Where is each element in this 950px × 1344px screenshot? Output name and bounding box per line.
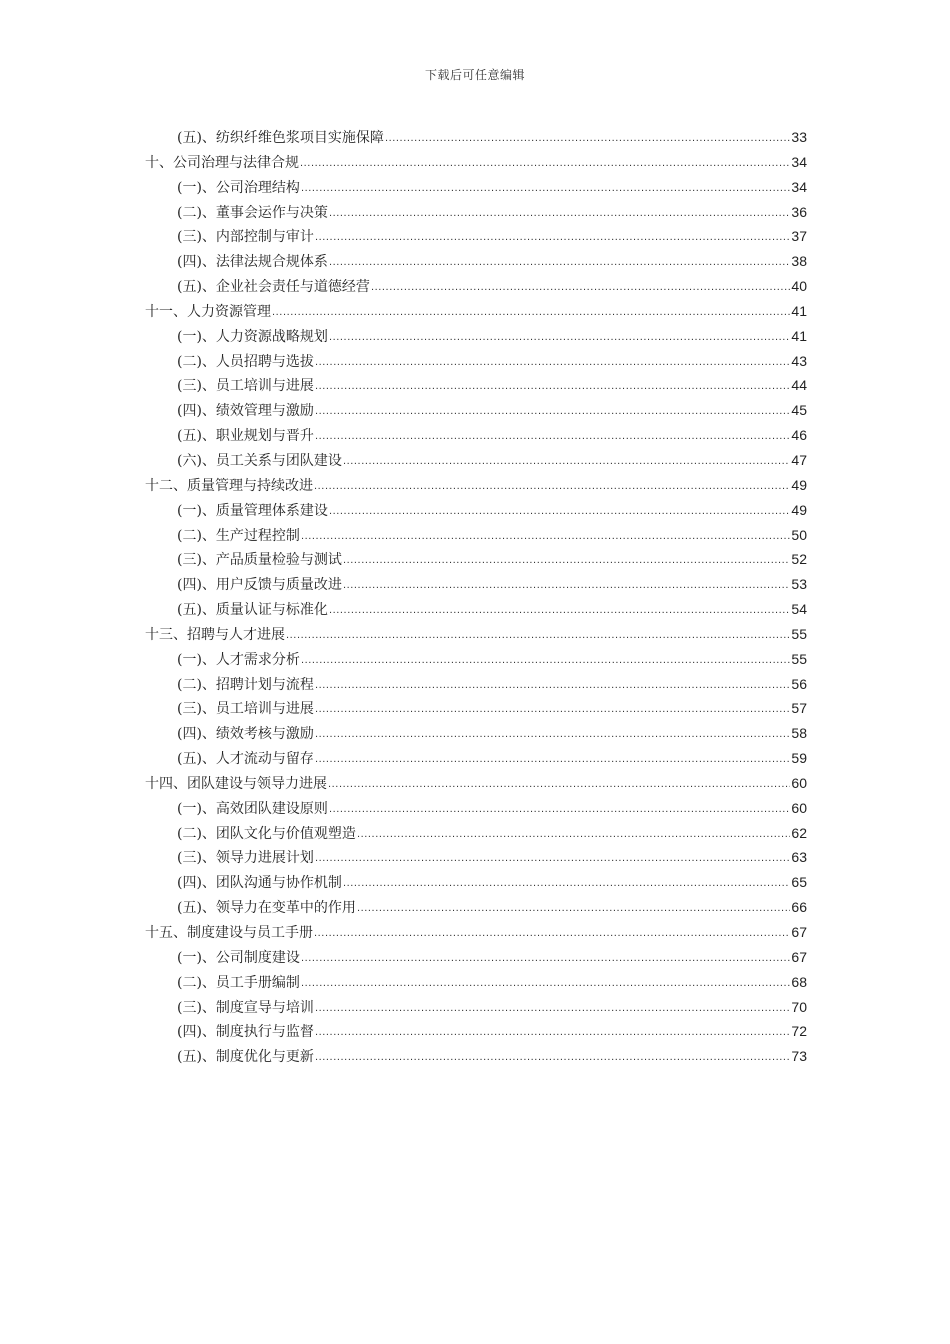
toc-entry-title: (三)、产品质量检验与测试 [177,552,342,569]
toc-dot-leader [315,423,790,449]
toc-page-number: 43 [791,352,807,369]
toc-section-entry[interactable] [145,423,807,448]
toc-page-number: 52 [791,551,807,568]
toc-entry-title: (三)、内部控制与审计 [177,229,314,246]
toc-entry-title: (一)、人才需求分析 [177,651,300,668]
toc-page-number: 72 [791,1023,807,1040]
toc-section-entry[interactable] [145,970,807,995]
toc-dot-leader [315,845,790,871]
toc-entry-title: (一)、公司治理结构 [177,179,300,196]
toc-chapter-entry[interactable] [145,920,807,945]
toc-dot-leader [315,373,790,399]
toc-dot-leader [314,473,790,499]
toc-section-entry[interactable] [145,696,807,721]
toc-chapter-entry[interactable] [145,299,807,324]
toc-entry-title: (六)、员工关系与团队建设 [177,452,342,469]
toc-section-entry[interactable] [145,349,807,374]
toc-section-entry[interactable] [145,324,807,349]
toc-entry-title: (一)、高效团队建设原则 [177,800,328,817]
toc-entry-title: (二)、团队文化与价值观塑造 [177,825,356,842]
toc-page-number: 67 [791,924,807,940]
toc-section-entry[interactable] [145,995,807,1020]
toc-section-entry[interactable] [145,498,807,523]
toc-dot-leader [343,870,790,896]
toc-chapter-entry[interactable] [145,473,807,498]
toc-page-number: 45 [791,402,807,419]
toc-dot-leader [357,821,790,847]
toc-section-entry[interactable] [145,1019,807,1044]
toc-page-number: 49 [791,476,807,493]
toc-entry-title: 十三、招聘与人才进展 [145,626,285,643]
toc-page-number: 44 [791,377,807,394]
toc-dot-leader [315,696,790,722]
toc-section-entry[interactable] [145,274,807,299]
toc-dot-leader [315,1044,790,1070]
toc-section-entry[interactable] [145,200,807,225]
toc-page-number: 33 [791,129,807,145]
toc-page-number: 37 [791,228,807,245]
toc-section-entry[interactable] [145,547,807,572]
table-of-contents [145,125,807,1069]
toc-page-number: 34 [791,178,807,195]
toc-page-number: 70 [791,998,807,1015]
toc-dot-leader [301,945,790,971]
toc-dot-leader [315,672,790,698]
toc-entry-title: (三)、员工培训与进展 [177,701,314,718]
toc-page-number: 65 [791,874,807,891]
toc-section-entry[interactable] [145,398,807,423]
toc-page-number: 60 [791,799,807,816]
toc-entry-title: 十二、质量管理与持续改进 [145,477,313,494]
toc-dot-leader [329,200,790,226]
toc-dot-leader [286,622,790,648]
toc-page-number: 38 [791,253,807,270]
toc-entry-title: 十五、制度建设与员工手册 [145,925,313,941]
toc-entry-title: (二)、招聘计划与流程 [177,676,314,693]
toc-page-number: 60 [791,774,807,791]
toc-page-number: 55 [791,625,807,642]
toc-section-entry[interactable] [145,672,807,697]
toc-dot-leader [272,299,790,325]
toc-section-entry[interactable] [145,125,807,150]
toc-section-entry[interactable] [145,572,807,597]
toc-dot-leader [357,895,790,921]
toc-entry-title: (一)、公司制度建设 [177,949,300,966]
toc-page-number: 56 [791,675,807,692]
toc-dot-leader [315,398,790,424]
toc-page-number: 54 [791,601,807,618]
toc-entry-title: (四)、用户反馈与质量改进 [177,577,342,594]
toc-entry-title: (三)、制度宣导与培训 [177,999,314,1016]
toc-section-entry[interactable] [145,373,807,398]
toc-entry-title: (一)、质量管理体系建设 [177,502,328,519]
toc-section-entry[interactable] [145,796,807,821]
toc-entry-title: (四)、团队沟通与协作机制 [177,875,342,892]
toc-entry-title: (二)、生产过程控制 [177,527,300,544]
toc-dot-leader [329,249,790,275]
toc-page-number: 36 [791,203,807,220]
toc-entry-title: (五)、企业社会责任与道德经营 [177,279,370,296]
toc-dot-leader [329,324,790,350]
toc-dot-leader [343,448,790,474]
toc-section-entry[interactable] [145,523,807,548]
toc-dot-leader [315,746,790,772]
toc-entry-title: 十、公司治理与法律合规 [145,154,299,171]
toc-dot-leader [315,349,790,375]
toc-page-number: 41 [791,302,807,319]
toc-section-entry[interactable] [145,224,807,249]
toc-section-entry[interactable] [145,945,807,970]
toc-dot-leader [329,597,790,623]
toc-entry-title: 十四、团队建设与领导力进展 [145,775,327,792]
toc-dot-leader [329,498,790,524]
toc-entry-title: (四)、制度执行与监督 [177,1024,314,1041]
toc-entry-title: (五)、职业规划与晋升 [177,428,314,445]
toc-page-number: 53 [791,576,807,593]
toc-section-entry[interactable] [145,870,807,895]
toc-dot-leader [301,970,790,996]
toc-page-number: 66 [791,899,807,916]
toc-dot-leader [343,572,790,598]
toc-entry-title: (二)、员工手册编制 [177,974,300,991]
toc-entry-title: (三)、员工培训与进展 [177,378,314,395]
toc-entry-title: (五)、质量认证与标准化 [177,602,328,619]
toc-dot-leader [315,224,790,250]
toc-page-number: 40 [791,278,807,295]
toc-section-entry[interactable] [145,647,807,672]
toc-entry-title: (五)、纺织纤维色浆项目实施保障 [177,130,384,146]
toc-entry-title: (四)、绩效考核与激励 [177,726,314,743]
toc-page-number: 34 [791,153,807,170]
toc-page-number: 68 [791,973,807,990]
toc-entry-title: (三)、领导力进展计划 [177,850,314,867]
toc-section-entry[interactable] [145,175,807,200]
toc-page-number: 46 [791,427,807,444]
toc-page-number: 62 [791,824,807,841]
toc-section-entry[interactable] [145,821,807,846]
toc-entry-title: (五)、制度优化与更新 [177,1049,314,1066]
toc-page-number: 55 [791,650,807,667]
toc-dot-leader [343,547,790,573]
toc-chapter-entry[interactable] [145,150,807,175]
toc-dot-leader [385,125,790,151]
toc-page-number: 49 [791,501,807,518]
toc-page-number: 67 [791,948,807,965]
toc-dot-leader [301,175,790,201]
toc-dot-leader [301,523,790,549]
toc-dot-leader [314,920,790,946]
toc-section-entry[interactable] [145,845,807,870]
toc-section-entry[interactable] [145,448,807,473]
toc-page-number: 63 [791,849,807,866]
toc-dot-leader [371,274,790,300]
toc-dot-leader [315,721,790,747]
toc-entry-title: (五)、人才流动与留存 [177,751,314,768]
toc-chapter-entry[interactable] [145,622,807,647]
toc-dot-leader [301,647,790,673]
toc-page-number: 59 [791,750,807,767]
toc-section-entry[interactable] [145,721,807,746]
toc-section-entry[interactable] [145,1044,807,1069]
toc-entry-title: (五)、领导力在变革中的作用 [177,900,356,917]
toc-entry-title: (四)、绩效管理与激励 [177,403,314,420]
toc-dot-leader [315,1019,790,1045]
toc-entry-title: (二)、董事会运作与决策 [177,204,328,221]
toc-page-number: 58 [791,725,807,742]
header-note: 下载后可任意编辑 [424,68,525,82]
toc-dot-leader [315,995,790,1021]
toc-dot-leader [329,796,790,822]
toc-page-number: 47 [791,451,807,468]
toc-page-number: 41 [791,327,807,344]
toc-entry-title: (二)、人员招聘与选拔 [177,353,314,370]
toc-section-entry[interactable] [145,746,807,771]
toc-entry-title: (四)、法律法规合规体系 [177,254,328,271]
toc-page-number: 50 [791,526,807,543]
toc-entry-title: (一)、人力资源战略规划 [177,328,328,345]
toc-dot-leader [328,771,790,797]
toc-page-number: 57 [791,700,807,717]
toc-entry-title: 十一、人力资源管理 [145,303,271,320]
toc-dot-leader [300,150,790,176]
toc-section-entry[interactable] [145,249,807,274]
toc-page-number: 73 [791,1048,807,1065]
toc-chapter-entry[interactable] [145,771,807,796]
toc-section-entry[interactable] [145,895,807,920]
toc-section-entry[interactable] [145,597,807,622]
